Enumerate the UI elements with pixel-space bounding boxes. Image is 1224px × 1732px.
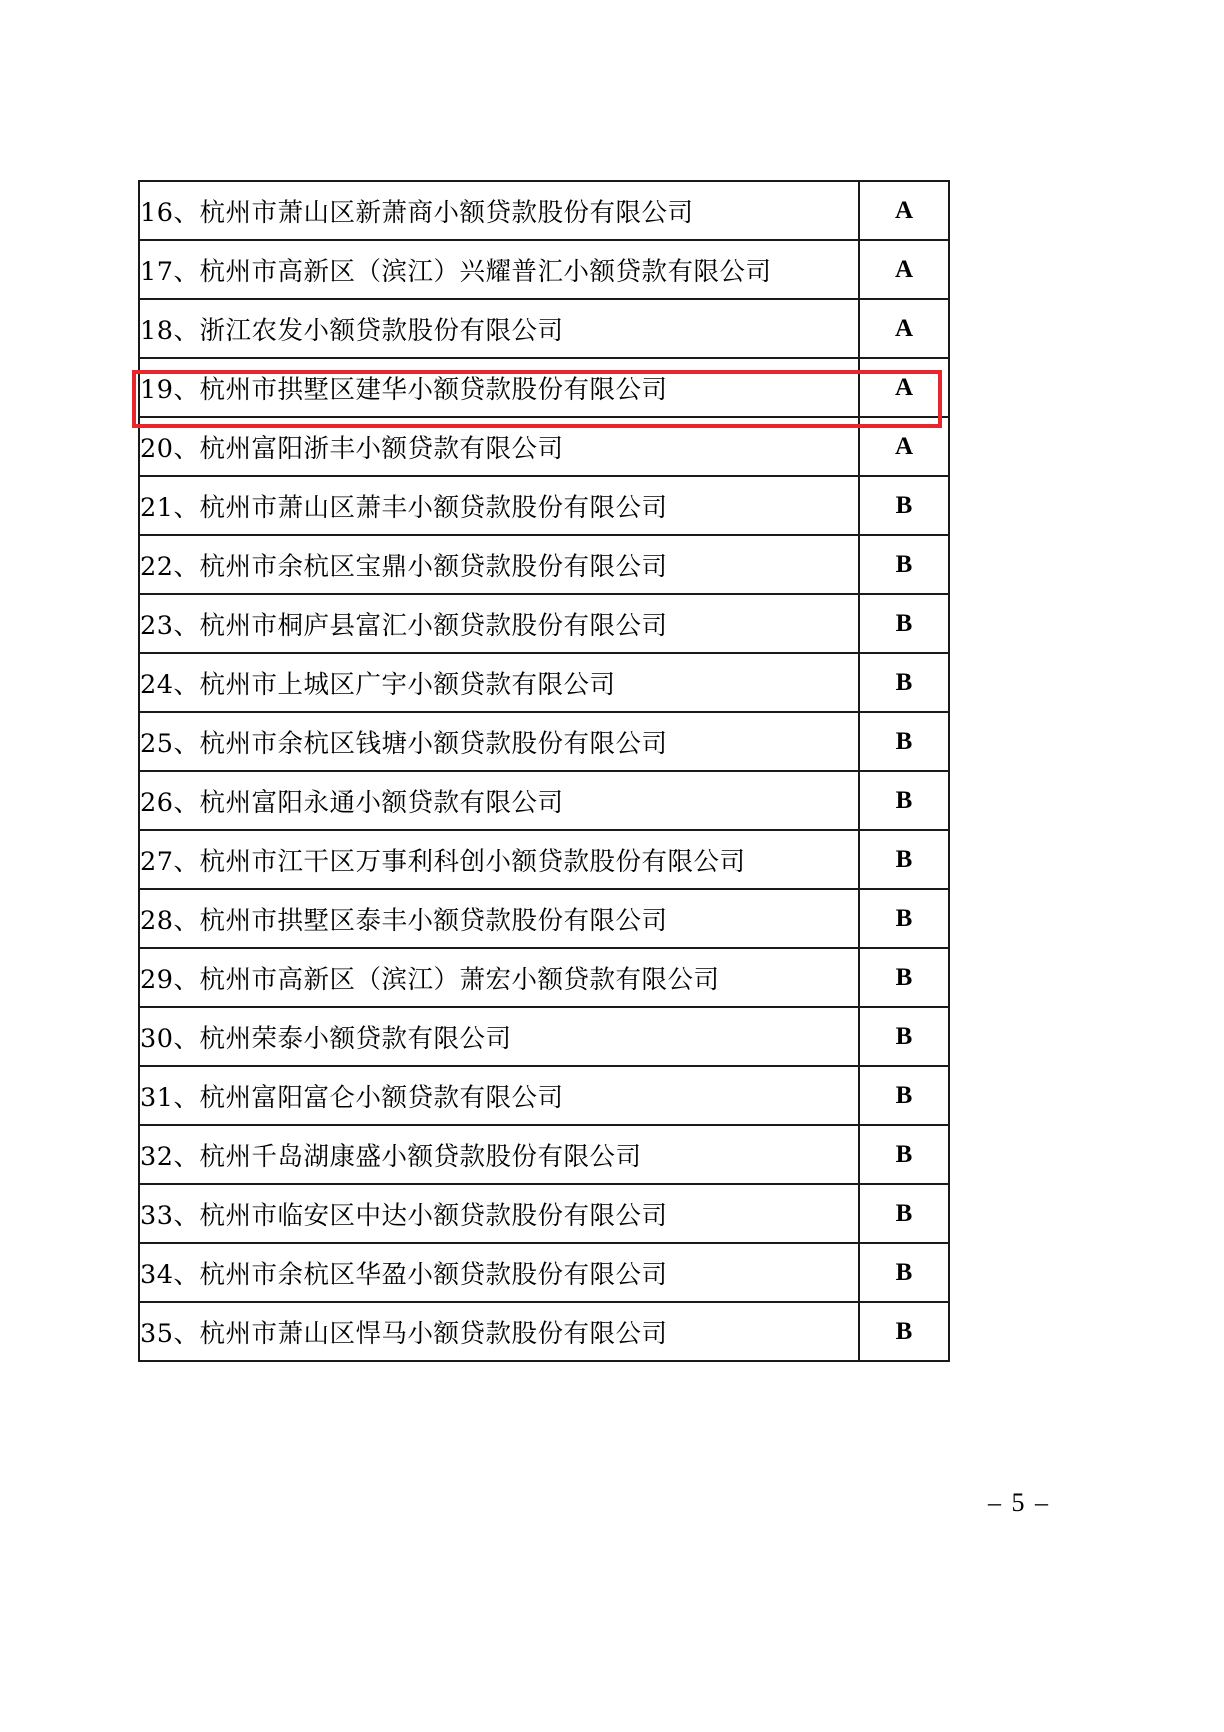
company-name: 杭州富阳富仑小额贷款有限公司 [199,1082,564,1113]
table-row [139,240,949,299]
table-row [139,1125,949,1184]
company-name-cell [139,830,859,889]
row-index: 28、 [140,905,200,936]
grade-cell: B [859,535,949,594]
grade-cell: B [859,1125,949,1184]
row-index: 23、 [140,610,200,641]
grade-cell: A [859,299,949,358]
row-index: 27、 [140,846,200,877]
row-index: 29、 [140,964,200,995]
company-name-cell [139,476,859,535]
company-name: 杭州市上城区广宇小额贷款有限公司 [199,669,616,700]
table-row [139,653,949,712]
table-row [139,1007,949,1066]
grade-cell: A [859,240,949,299]
company-name-cell [139,653,859,712]
row-index: 22、 [140,551,200,582]
row-index: 19、 [140,374,200,405]
grade-cell: B [859,948,949,1007]
company-name-cell [139,417,859,476]
grade-cell: B [859,712,949,771]
rating-table [138,180,950,1362]
table-row [139,948,949,1007]
table-row [139,594,949,653]
company-name: 杭州富阳永通小额贷款有限公司 [199,787,564,818]
table-row [139,830,949,889]
rating-table-container [138,180,948,1362]
row-index: 26、 [140,787,200,818]
company-name: 杭州市萧山区新萧商小额贷款股份有限公司 [199,197,694,228]
company-name-cell [139,1007,859,1066]
grade-cell: B [859,1243,949,1302]
grade-cell: B [859,771,949,830]
company-name-cell [139,181,859,240]
row-index: 25、 [140,728,200,759]
company-name-cell [139,771,859,830]
row-index: 24、 [140,669,200,700]
company-name: 杭州市余杭区宝鼎小额贷款股份有限公司 [199,551,668,582]
company-name: 杭州荣泰小额贷款有限公司 [199,1023,512,1054]
company-name: 杭州市高新区（滨江）兴耀普汇小额贷款有限公司 [199,256,772,287]
row-index: 21、 [140,492,200,523]
grade-cell: B [859,476,949,535]
table-row [139,712,949,771]
company-name: 杭州市桐庐县富汇小额贷款股份有限公司 [199,610,668,641]
company-name-cell [139,1243,859,1302]
company-name-cell [139,948,859,1007]
company-name-cell [139,299,859,358]
company-name: 杭州富阳浙丰小额贷款有限公司 [199,433,564,464]
company-name: 杭州市余杭区钱塘小额贷款股份有限公司 [199,728,668,759]
grade-cell: B [859,889,949,948]
grade-cell: B [859,1302,949,1361]
table-row [139,358,949,417]
company-name: 杭州市江干区万事利科创小额贷款股份有限公司 [199,846,746,877]
table-row [139,1066,949,1125]
row-index: 34、 [140,1259,200,1290]
company-name-cell [139,1184,859,1243]
table-row [139,417,949,476]
company-name: 杭州市临安区中达小额贷款股份有限公司 [199,1200,668,1231]
table-row [139,535,949,594]
table-row [139,299,949,358]
company-name: 杭州市萧山区悍马小额贷款股份有限公司 [199,1318,668,1349]
table-row [139,1302,949,1361]
grade-cell: B [859,1007,949,1066]
table-row [139,1243,949,1302]
grade-cell: B [859,1066,949,1125]
row-index: 20、 [140,433,200,464]
company-name: 杭州市萧山区萧丰小额贷款股份有限公司 [199,492,668,523]
company-name-cell [139,594,859,653]
company-name: 杭州市高新区（滨江）萧宏小额贷款有限公司 [199,964,720,995]
table-row [139,181,949,240]
row-index: 17、 [140,256,200,287]
grade-cell: B [859,594,949,653]
grade-cell: B [859,830,949,889]
table-row [139,1184,949,1243]
table-row [139,476,949,535]
company-name: 浙江农发小额贷款股份有限公司 [199,315,564,346]
page-number: – 5 – [988,1488,1050,1517]
company-name-cell [139,535,859,594]
row-index: 16、 [140,197,200,228]
grade-cell: A [859,417,949,476]
row-index: 30、 [140,1023,200,1054]
company-name-cell [139,1302,859,1361]
company-name-cell [139,889,859,948]
company-name-cell [139,1125,859,1184]
grade-cell: A [859,358,949,417]
table-row [139,889,949,948]
row-index: 32、 [140,1141,200,1172]
row-index: 35、 [140,1318,200,1349]
company-name: 杭州市拱墅区泰丰小额贷款股份有限公司 [199,905,668,936]
table-row [139,771,949,830]
company-name: 杭州市余杭区华盈小额贷款股份有限公司 [199,1259,668,1290]
rating-table-body [139,181,949,1361]
grade-cell: B [859,1184,949,1243]
company-name-cell [139,712,859,771]
row-index: 18、 [140,315,200,346]
company-name: 杭州千岛湖康盛小额贷款股份有限公司 [199,1141,642,1172]
grade-cell: B [859,653,949,712]
company-name-cell [139,1066,859,1125]
row-index: 31、 [140,1082,200,1113]
company-name-cell [139,358,859,417]
company-name-cell [139,240,859,299]
grade-cell: A [859,181,949,240]
company-name: 杭州市拱墅区建华小额贷款股份有限公司 [199,374,668,405]
row-index: 33、 [140,1200,200,1231]
